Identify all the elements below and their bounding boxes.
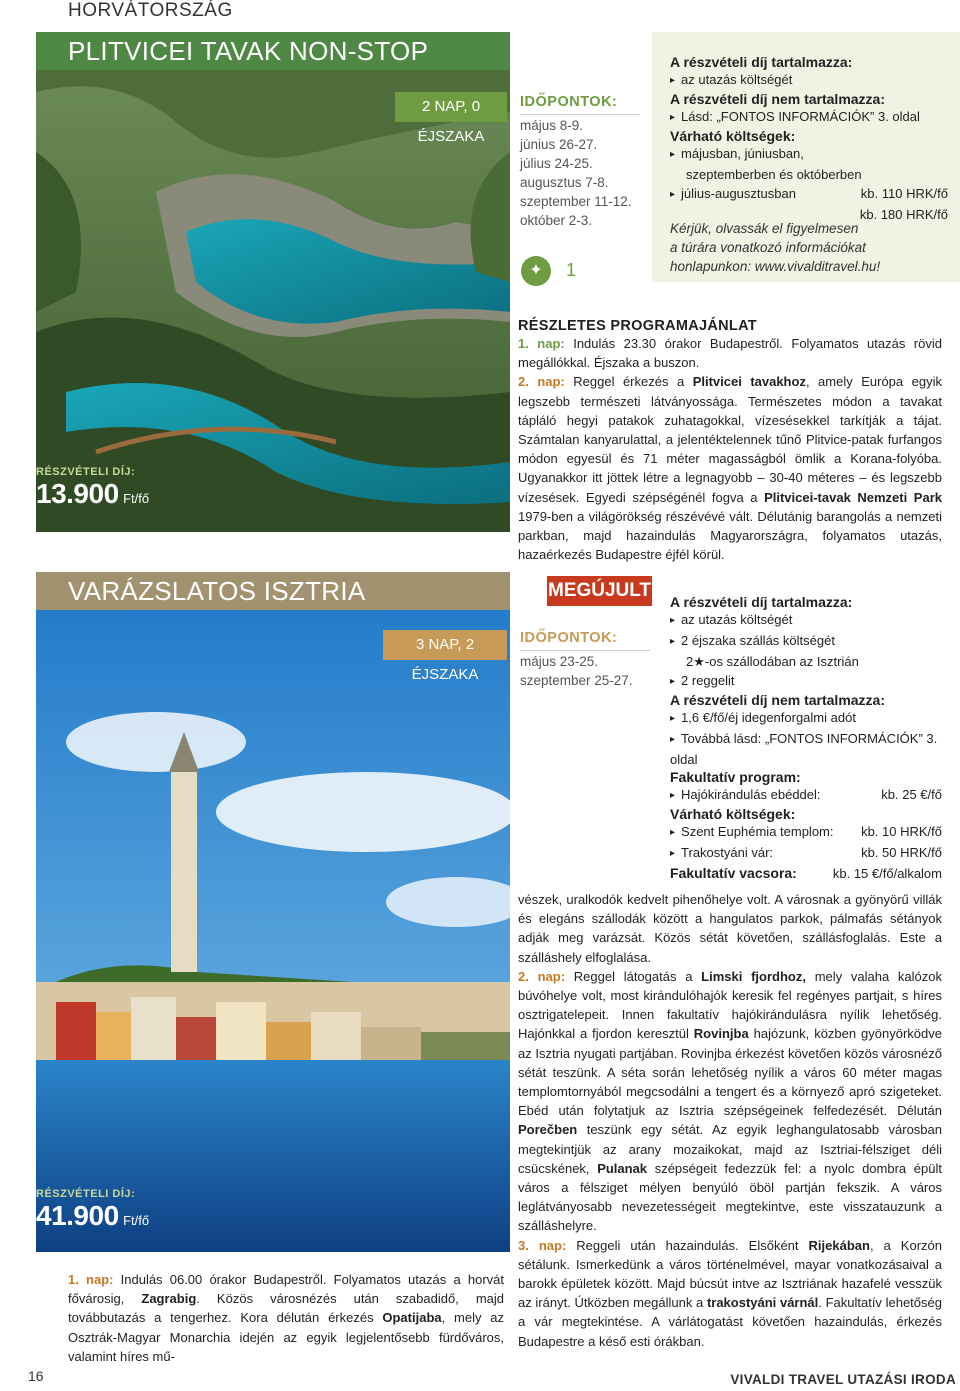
day-text: , amely Európa egyik legszebb természeti látványossága. Természetes módon a tavakat tápláló hegyi patakok zuhatagokkal, vízesésekkel tarkítják a tájat. Számtalan kanyarulattal, a jelentéktelennek tűnő Plitvice-patak furfangos módon egyesül és 71 méter magasságból ömlik a Korana-folyóba. Ugyanakkor itt jöttek létre a legnagyobb – 30-40 méteres – és legszebb vízesések. Egyedi szépségénél fogva a: [518, 374, 942, 505]
tour1-info-panel: [652, 32, 960, 282]
highlight: Plitvicei-tavak Nemzeti Park: [764, 489, 942, 505]
optional-title: Fakultatív program:: [670, 769, 801, 785]
day-text: hajózunk, közben gyönyörködve az Isztria nyugati partjában. Rovinjba érkezést követően közös városnéző sétát teszünk. A séta során lehetőség nyílik a város 60 méter magas templomtornyából megcsodálni a tengert és a környező apró szigeteket. Ebéd után folytatjuk az Isztria szépségeinek felfedezését. Délután: [518, 1026, 942, 1119]
day-text: Reggeli után hazaindulás. Elsőként: [566, 1237, 809, 1253]
date-item: augusztus 7-8.: [520, 175, 609, 190]
renewed-badge: MEGÚJULT: [547, 576, 652, 606]
day-label: 2. nap:: [518, 968, 566, 984]
day-text: Reggel látogatás a: [565, 968, 702, 984]
dinner-item: [670, 864, 942, 883]
includes-item: ▸ 2 éjszaka szállás költségét: [670, 631, 942, 652]
includes-item: ▸ 2 reggelit: [670, 671, 942, 692]
includes-title: A részvételi díj tartalmazza:: [670, 594, 853, 610]
day-text: Indulás 06.00 órakor Budapestről. Folyamatos utazás a horvát fővárosig,: [68, 1272, 504, 1307]
day-label: 2. nap:: [518, 374, 565, 390]
date-item: május 8-9.: [520, 118, 584, 133]
date-item: május 23-25.: [520, 654, 599, 669]
includes-item: ▸ az utazás költségét: [670, 70, 948, 91]
tour1-dates-panel: [510, 32, 652, 282]
day-text: teszünk egy sétát. Az egyik leghangulatosabb városban megtekintjük az arany mozaikokat, majd az Isztriai-félsziget déli csücskének,: [518, 1122, 942, 1176]
highlight: Porečben: [518, 1122, 578, 1138]
price-unit: Ft/fő: [123, 1213, 150, 1228]
program-day1: [518, 334, 942, 372]
cost-item: [670, 843, 942, 864]
cost-value: kb. 110 HRK/fő: [860, 186, 948, 201]
cost-label: májusban, júniusban,: [681, 146, 804, 161]
date-item: szeptember 11-12.: [520, 194, 632, 209]
cost-label: július-augusztusban: [681, 186, 796, 201]
day-text: , mely az Osztrák-Magyar Monarchia idején az egyik legjelentősebb fürdőváros, valamint híres mű-: [68, 1310, 504, 1364]
program-day2: [518, 372, 942, 564]
tour2-program-day1: [68, 1270, 504, 1366]
highlight: Zagrabig: [141, 1291, 197, 1307]
costs-title: Várható költségek:: [670, 806, 796, 822]
includes-item: ▸ az utazás költségét: [670, 610, 942, 631]
tour1-duration-badge: 2 NAP, 0 ÉJSZAKA: [395, 92, 507, 122]
footer-agency: VIVALDI TRAVEL UTAZÁSI IRODA: [730, 1372, 956, 1387]
cost-label: szeptemberben és októberben: [686, 167, 862, 182]
tour2-program: [518, 890, 942, 1351]
day-text: mely valaha kalózok búvóhelye volt, most kirándulóhajók keresik fel regényes partjait, s híres osztrigatelepeit. Innen fakultatív hajókirándulásra nyílik lehetőség. Hajónkkal a fjordon keresztül: [518, 968, 943, 1042]
day-text: . Közös városnézés után szabadidő, majd továbbutazás a tengerhez. Kora délután érkezés: [68, 1291, 504, 1326]
highlight: Plitvicei tavakhoz: [692, 374, 806, 390]
price-value: 13.900: [36, 478, 119, 509]
includes-item: 2★-os szállodában az Isztrián: [686, 654, 859, 669]
price-unit: Ft/fő: [123, 491, 150, 506]
divider: [520, 650, 650, 651]
price-label: RÉSZVÉTELI DÍJ:: [36, 466, 136, 478]
date-item: június 26-27.: [520, 137, 598, 152]
tour1-title: PLITVICEI TAVAK NON-STOP: [68, 36, 429, 66]
website-note: Kérjük, olvassák el figyelmesen a túrára vonatkozó információkat honlapunkon: www.vivalditravel.hu!: [670, 221, 881, 274]
tour1-dates-label: IDŐPONTOK:: [520, 94, 618, 110]
tour1-program: [518, 318, 942, 564]
day-label: 1. nap:: [68, 1272, 114, 1287]
costs-title: Várható költségek:: [670, 128, 796, 144]
highlight: trakostyáni várnál: [706, 1295, 819, 1311]
price-value: 41.900: [36, 1200, 119, 1231]
optional-item: [670, 785, 942, 806]
cost-value: kb. 180 HRK/fő: [859, 207, 948, 222]
excludes-title: A részvételi díj nem tartalmazza:: [670, 91, 886, 107]
program-heading: RÉSZLETES PROGRAMAJÁNLAT: [518, 318, 757, 334]
day-text: Reggel érkezés a: [564, 374, 693, 390]
excludes-item: ▸ Továbbá lásd: „FONTOS INFORMÁCIÓK” 3. oldal: [670, 729, 942, 769]
day-text: 1979-ben a világörökség részévévé vált. Délutánig barangolás a nemzeti parkban, majd hazaindulás Magyarországra, folyamatos utazás, hazaérkezés Budapestre éjfél körül.: [518, 508, 942, 563]
cost-item: [670, 822, 942, 843]
includes-title: A részvételi díj tartalmazza:: [670, 54, 853, 70]
tour1-price: [36, 466, 160, 510]
day-text: Indulás 23.30 órakor Budapestről. Folyamatos utazás rövid megállókkal. Éjszaka a buszon.: [518, 336, 942, 371]
excludes-title: A részvételi díj nem tartalmazza:: [670, 692, 886, 708]
program-day3: [518, 1236, 942, 1351]
tour1-dates-list: [520, 116, 632, 230]
tour2-dates-panel: [510, 610, 652, 710]
tour2-info-panel: [652, 572, 960, 881]
tour2-dates-label: IDŐPONTOK:: [520, 630, 618, 646]
tour2-duration-badge: 3 NAP, 2 ÉJSZAKA: [383, 630, 507, 660]
dinner-title: Fakultatív vacsora:: [670, 865, 797, 881]
optional-value: kb. 25 €/fő: [881, 787, 942, 802]
cost-item: [670, 144, 948, 165]
day-label: 3. nap:: [518, 1237, 567, 1253]
divider: [520, 114, 640, 115]
program-day2: [518, 967, 942, 1236]
difficulty-level: 1: [566, 260, 577, 280]
highlight: Opatijaba: [382, 1310, 442, 1326]
tour2-price: [36, 1188, 160, 1232]
tour2-title: VARÁZSLATOS ISZTRIA: [68, 576, 366, 606]
day-text: , a Korzón sétálunk. Ismerkedünk a város történelmével, mayar vonatkozásaival a barokk épületek között. Majd búcsút intve az Isztriának hazafelé vesszük az irányt. Útközben megállunk a: [518, 1237, 942, 1311]
date-item: október 2-3.: [520, 213, 593, 228]
highlight: Limski fjordhoz,: [701, 968, 806, 984]
cost-label: Szent Euphémia templom:: [681, 824, 834, 839]
highlight: Pulanak: [597, 1160, 648, 1176]
highlight: Rijekában: [808, 1237, 870, 1253]
country-heading: HORVÁTORSZÁG: [68, 0, 233, 21]
page-number: 16: [28, 1368, 44, 1384]
day-label: 1. nap:: [518, 336, 565, 351]
day-text: szépségeit fedezzük fel: a nyolc dombra épült város a félsziget mélyen benyúló öböl partján fekszik. A város leglátványosabb nevezetességeit megtekintve, este visszatauzunk a szálláshelyre.: [518, 1160, 942, 1234]
date-item: július 24-25.: [520, 156, 593, 171]
dinner-value: kb. 15 €/fő/alkalom: [832, 866, 942, 881]
cost-value: kb. 50 HRK/fő: [861, 845, 942, 860]
price-label: RÉSZVÉTELI DÍJ:: [36, 1188, 136, 1200]
hiking-icon: ✦: [521, 256, 551, 286]
program-day1-cont: vészek, uralkodók kedvelt pihenőhelye volt. A városnak a gyönyörű villák és elegáns szállodák között a hangulatos parkok, pálmafás sétányok adják meg varázsát. Közös sétát követően, szállásfoglalás. Este a szálláshely elfoglalása.: [518, 892, 942, 965]
day-text: . Fakultatív lehetőség a vár megtekintése. A várlátogatást követően hazaindulás, érkezés Budapestre a késő esti órákban.: [518, 1295, 942, 1349]
excludes-item: ▸ 1,6 €/fő/éj idegenforgalmi adót: [670, 708, 942, 729]
tour2-dates-list: [520, 652, 633, 690]
cost-value: kb. 10 HRK/fő: [861, 824, 942, 839]
cost-label: Trakostyáni vár:: [681, 845, 774, 860]
highlight: Rovinjba: [693, 1026, 749, 1042]
excludes-item: ▸ Lásd: „FONTOS INFORMÁCIÓK” 3. oldal: [670, 107, 948, 128]
date-item: szeptember 25-27.: [520, 673, 633, 688]
optional-label: Hajókirándulás ebéddel:: [681, 787, 821, 802]
